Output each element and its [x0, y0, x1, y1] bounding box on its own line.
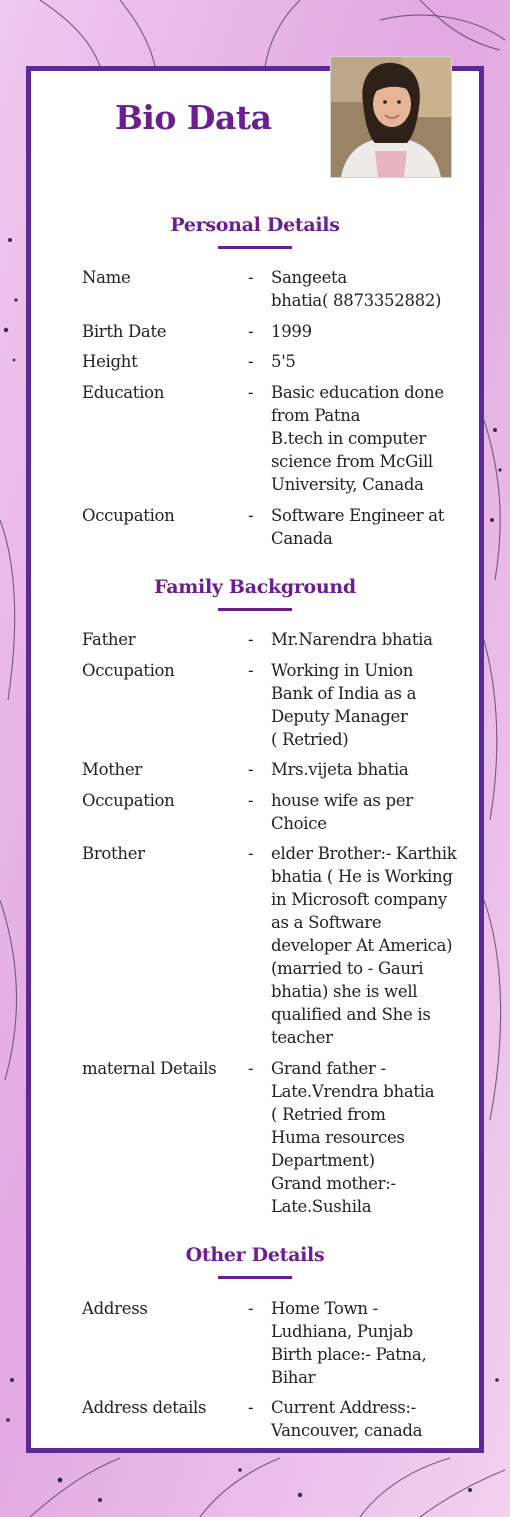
row-value: Home Town - Ludhiana, Punjab Birth place:- Patna, Bihar	[271, 1299, 427, 1387]
row-label: Address	[82, 1299, 148, 1318]
row-value: Grand father - Late.Vrendra bhatia ( Retried from Huma resources Department) Grand mother:- Late.Sushila	[271, 1059, 435, 1216]
family-background-underline	[218, 608, 292, 611]
row-value: Mrs.vijeta bhatia	[271, 760, 409, 779]
row-value: 1999	[271, 322, 312, 341]
row-separator: -	[248, 760, 254, 779]
row-value: Mr.Narendra bhatia	[271, 630, 433, 649]
row-value: Software Engineer at Canada	[271, 506, 445, 548]
row-separator: -	[248, 661, 254, 680]
row-label: Mother	[82, 760, 142, 779]
portrait-photo-icon	[331, 57, 451, 177]
row-label: Occupation	[82, 661, 175, 680]
row-label: Father	[82, 630, 136, 649]
row-separator: -	[248, 352, 254, 371]
row-value: Working in Union Bank of India as a Deputy Manager ( Retried)	[271, 661, 417, 749]
row-separator: -	[248, 322, 254, 341]
row-label: maternal Details	[82, 1059, 217, 1078]
row-separator: -	[248, 1398, 254, 1417]
profile-photo	[330, 56, 452, 178]
row-label: Height	[82, 352, 138, 371]
row-value: Basic education done from Patna B.tech in computer science from McGill University, Canada	[271, 383, 444, 494]
row-separator: -	[248, 506, 254, 525]
row-label: Occupation	[82, 791, 175, 810]
row-value: 5'5	[271, 352, 296, 371]
row-separator: -	[248, 268, 254, 287]
row-separator: -	[248, 383, 254, 402]
row-label: Address details	[82, 1398, 207, 1417]
row-label: Name	[82, 268, 131, 287]
row-value: Current Address:- Vancouver, canada	[271, 1398, 423, 1440]
row-separator: -	[248, 1059, 254, 1078]
page-title: Bio Data	[115, 98, 272, 137]
row-separator: -	[248, 630, 254, 649]
other-details-underline	[218, 1276, 292, 1279]
row-value: elder Brother:- Karthik bhatia ( He is Working in Microsoft company as a Software developer At America) (married to - Gauri bhatia) she is well qualified and She is teacher	[271, 844, 457, 1047]
row-label: Birth Date	[82, 322, 167, 341]
other-details-heading: Other Details	[185, 1244, 325, 1266]
row-separator: -	[248, 844, 254, 863]
row-label: Education	[82, 383, 165, 402]
row-label: Brother	[82, 844, 145, 863]
row-label: Occupation	[82, 506, 175, 525]
personal-details-underline	[218, 246, 292, 249]
personal-details-heading: Personal Details	[170, 214, 340, 236]
row-value: house wife as per Choice	[271, 791, 413, 833]
row-separator: -	[248, 791, 254, 810]
family-background-heading: Family Background	[154, 576, 356, 598]
row-separator: -	[248, 1299, 254, 1318]
row-value: Sangeeta bhatia( 8873352882)	[271, 268, 442, 310]
